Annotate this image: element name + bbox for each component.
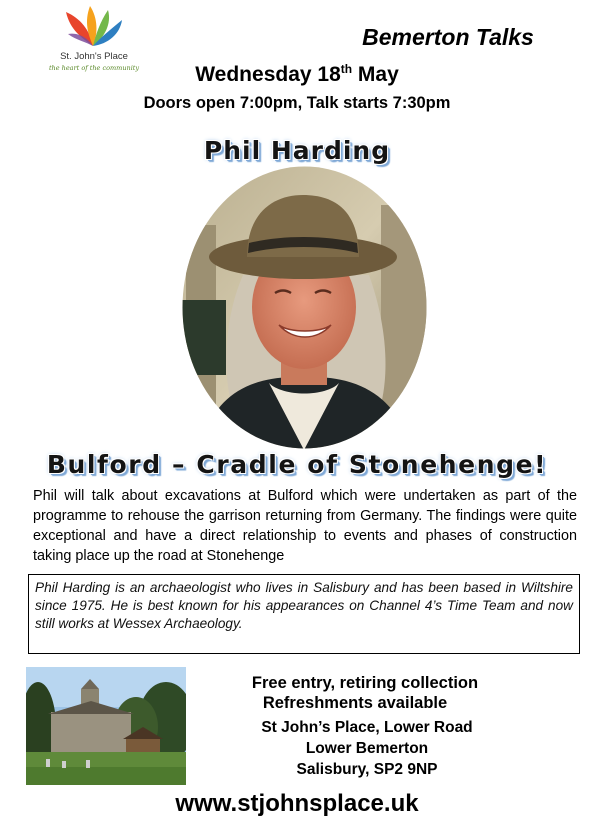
date-ordinal: th [340, 62, 353, 76]
leaf-logo-icon [60, 4, 126, 50]
date-day: Wednesday 18 [195, 63, 341, 86]
address-line-1: St John’s Place, Lower Road [261, 719, 473, 736]
event-times: Doors open 7:00pm, Talk starts 7:30pm [143, 94, 451, 112]
series-title: Bemerton Talks [362, 24, 534, 50]
address-line-3: Salisbury, SP2 9NP [296, 761, 438, 778]
logo-tagline: the heart of the community [48, 64, 140, 72]
date-month: May [352, 63, 399, 86]
address-line-2: Lower Bemerton [305, 740, 429, 757]
speaker-portrait [181, 165, 428, 450]
logo-name: St. John's Place [60, 51, 128, 62]
entry-info: Free entry, retiring collection [251, 674, 479, 692]
event-date [0, 62, 594, 87]
speaker-name: Phil Harding [203, 136, 391, 165]
talk-title: Bulford – Cradle of Stonehenge! [46, 450, 548, 479]
refreshments-info: Refreshments available [262, 694, 448, 712]
speaker-bio: Phil Harding is an archaeologist who lives in Salisbury and has been based in Wiltshire since 1975. He is best known for his appearances on Channel 4’s Time Team and now still works at Wessex Archaeology. [35, 580, 573, 631]
bio-box [28, 574, 580, 654]
talk-description: Phil will talk about excavations at Bulford which were undertaken as part of the programme to rehouse the garrison returning from Germany. The findings were quite exceptional and have a direct relationship to events and phases of construction taking place up the road at Stonehenge [33, 488, 577, 564]
website-link[interactable]: www.stjohnsplace.uk [175, 790, 419, 817]
church-photo [26, 667, 186, 785]
